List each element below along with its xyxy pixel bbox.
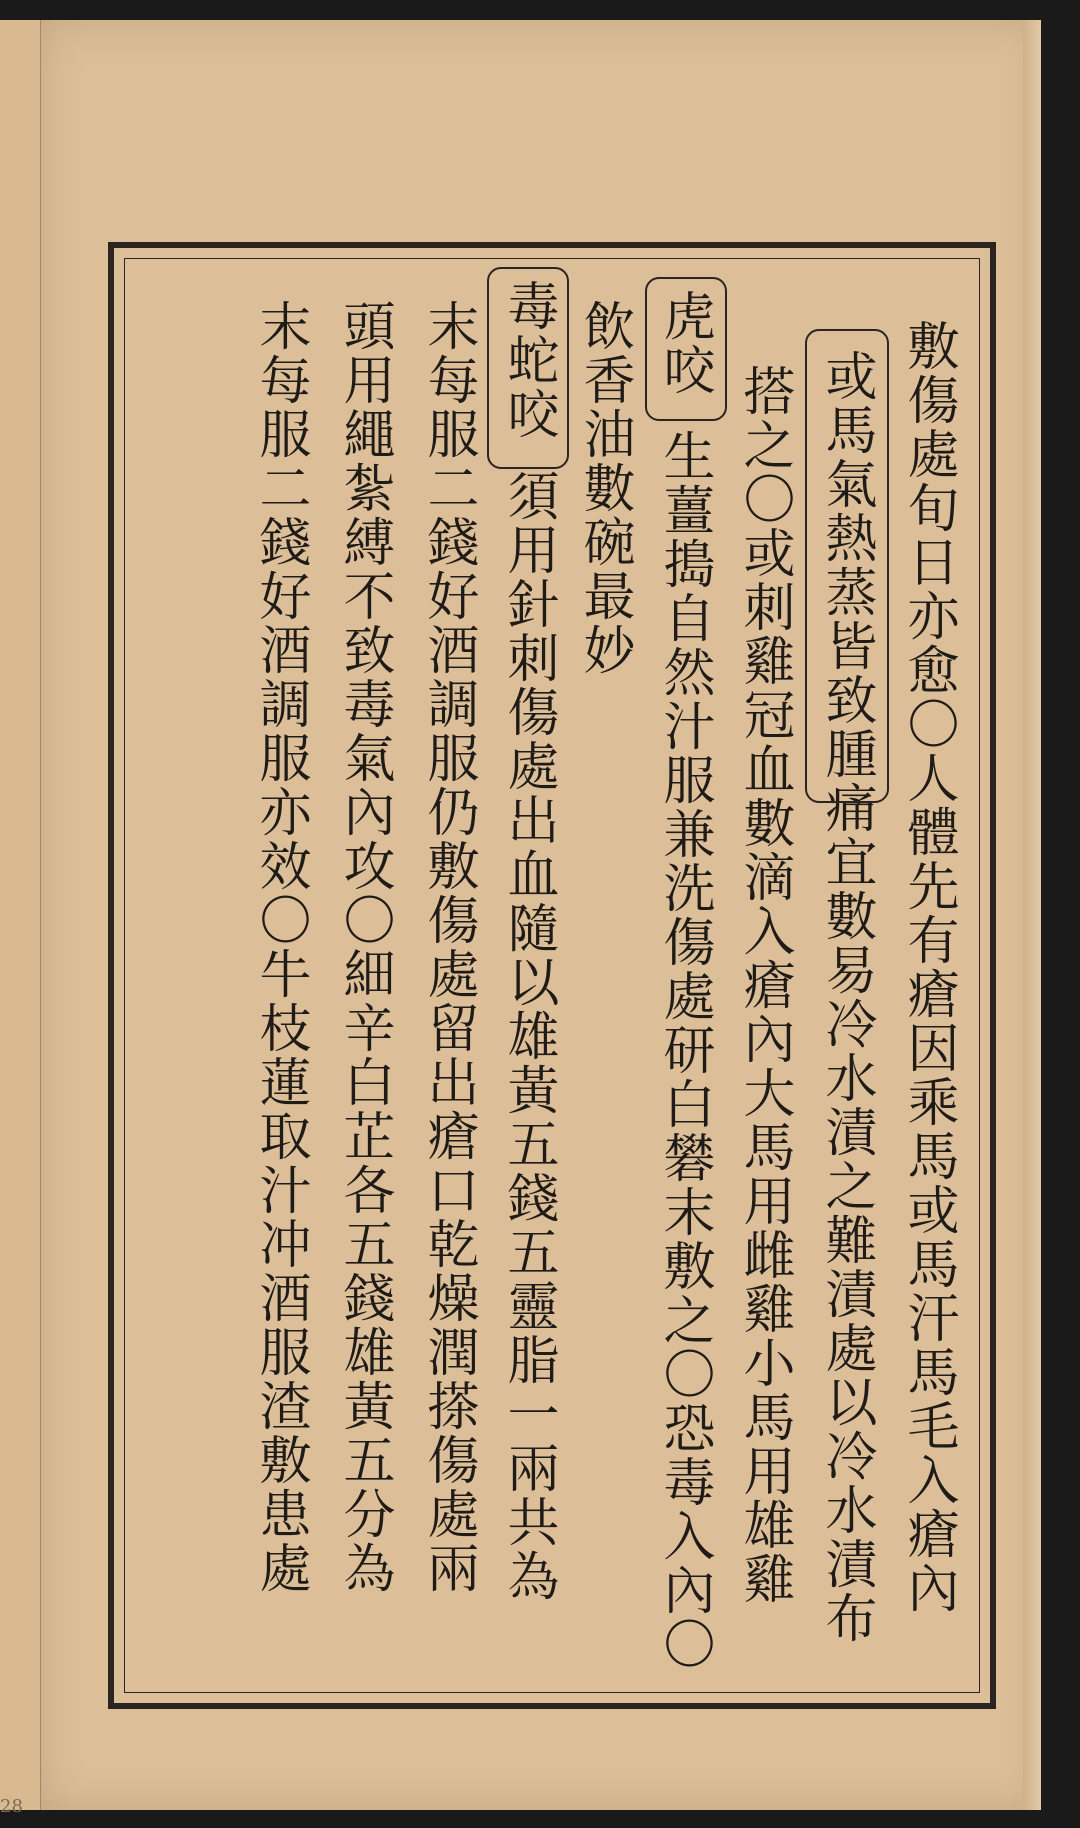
text-frame-inner <box>124 258 980 1693</box>
section-heading-box <box>487 267 569 469</box>
text-column-5: 生薑搗自然汁服兼洗傷處研白礬末敷之〇恐毒入內〇 <box>654 429 714 1671</box>
text-frame <box>108 242 996 1709</box>
text-column-2: 或馬氣熱蒸皆致腫痛宜數易冷水漬之難漬處以冷水漬布 <box>816 349 876 1645</box>
section-heading-snake-bite: 毒蛇咬 <box>498 279 558 441</box>
text-column-8: 須用針刺傷處出血隨以雄黃五錢五靈脂一兩共為 <box>498 469 558 1603</box>
text-column-11: 末每服二錢好酒調服亦效〇牛枝蓮取汁冲酒服渣敷患處 <box>250 299 310 1595</box>
text-column-9: 末每服二錢好酒調服仍敷傷處留出瘡口乾燥潤搽傷處兩 <box>418 299 478 1595</box>
section-heading-box <box>645 277 727 421</box>
page-fore-edge <box>1023 20 1041 1810</box>
text-column-6: 飲香油數碗最妙 <box>574 299 634 677</box>
page-number: 28 <box>0 1796 23 1817</box>
text-column-1: 敷傷處旬日亦愈〇人體先有瘡因乘馬或馬汗馬毛入瘡內 <box>898 319 958 1615</box>
text-column-10: 頭用繩紮縛不致毒氣內攻〇細辛白芷各五錢雄黃五分為 <box>334 299 394 1595</box>
text-column-3: 搭之〇或刺雞冠血數滴入瘡內大馬用雌雞小馬用雄雞 <box>734 364 794 1606</box>
annotation-box <box>805 329 889 803</box>
section-heading-tiger-bite: 虎咬 <box>654 289 714 397</box>
book-page <box>40 20 1041 1810</box>
